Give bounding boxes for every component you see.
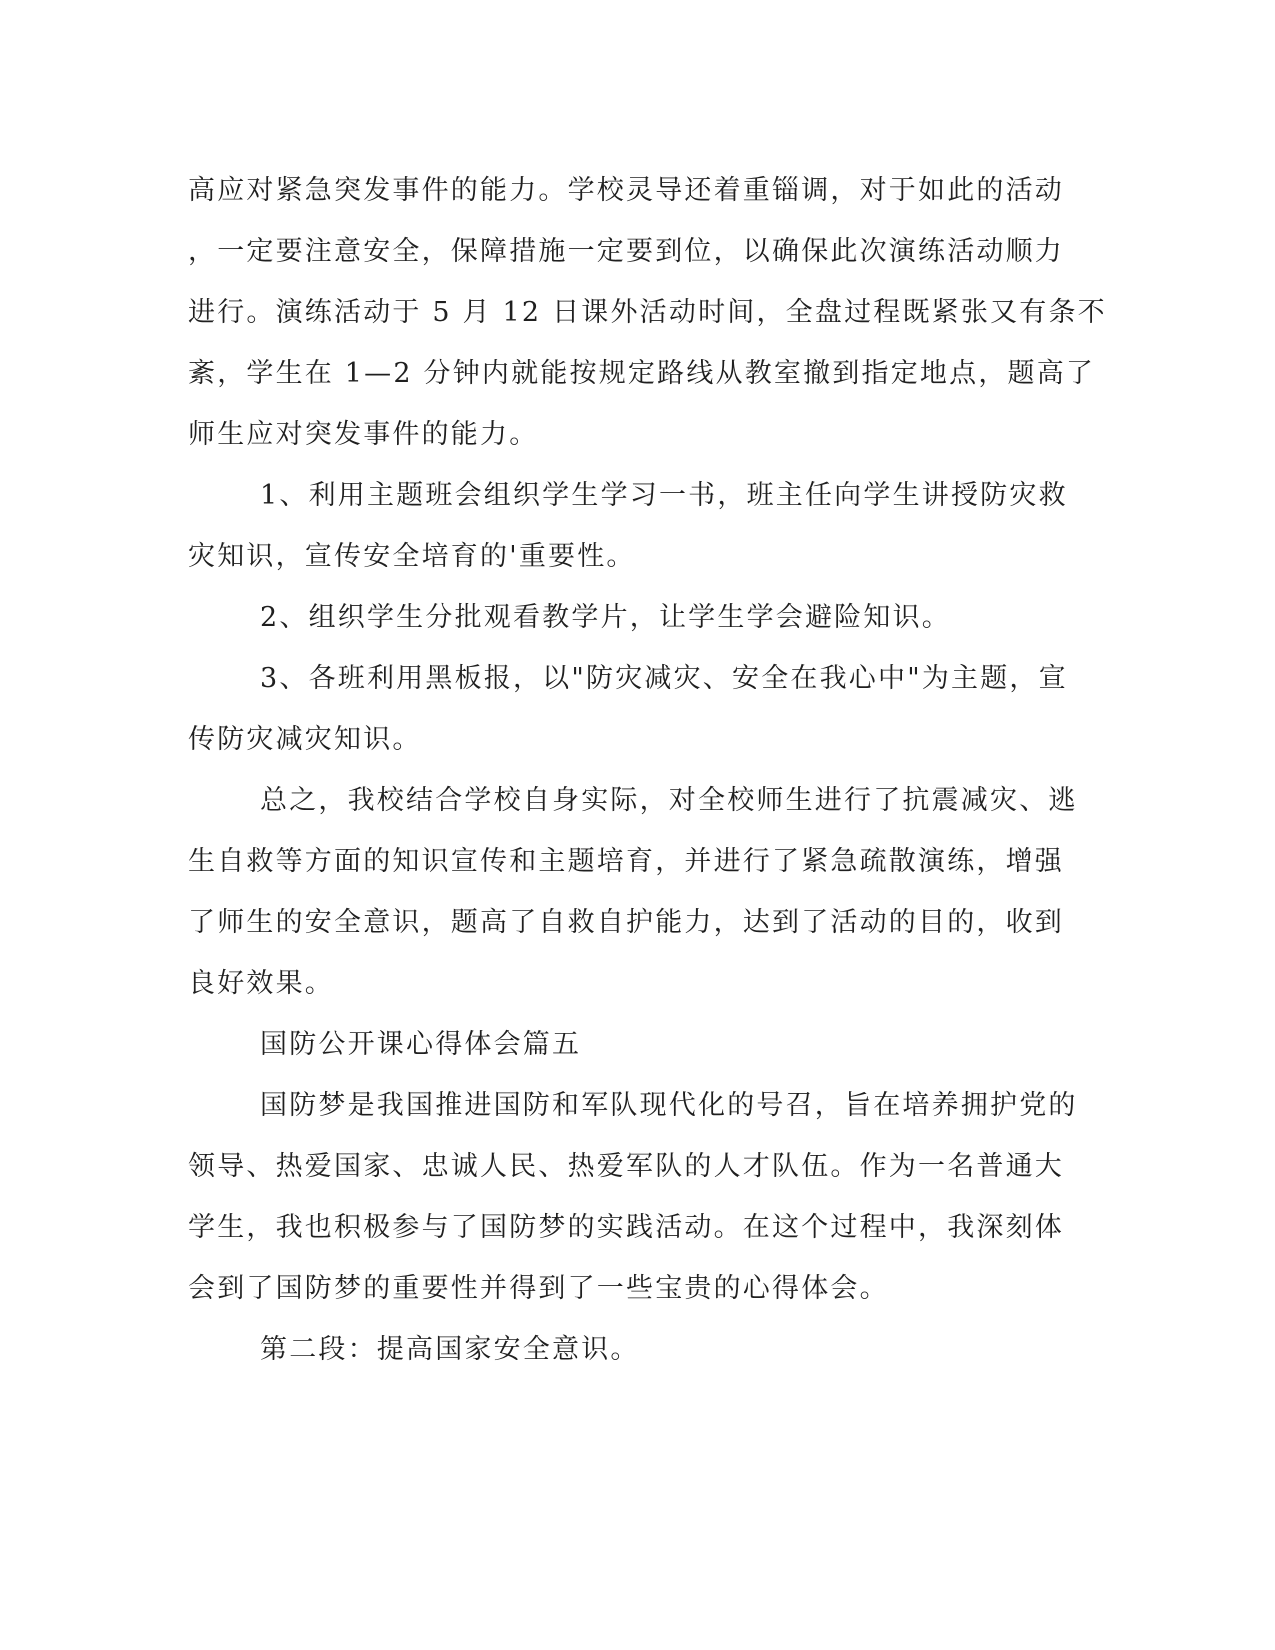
text-line: 生自救等方面的知识宣传和主题培育，并进行了紧急疏散演练，增强 <box>188 846 1064 877</box>
text-line: 师生应对突发事件的能力。 <box>188 419 539 450</box>
text-line: ，一定要注意安全，保障措施一定要到位，以确保此次演练活动顺力 <box>188 236 1064 267</box>
section-heading: 国防公开课心得体会篇五 <box>260 1029 582 1060</box>
list-item-1-start: 1、利用主题班会组织学生学习一书，班主任向学生讲授防灾救 <box>260 480 1068 511</box>
subsection-heading: 第二段：提高国家安全意识。 <box>260 1334 640 1365</box>
text-line: 进行。演练活动于 5 月 12 日课外活动时间，全盘过程既紧张又有条不 <box>188 297 1107 328</box>
list-item-3-start: 3、各班利用黑板报，以"防灾减灾、安全在我心中"为主题，宣 <box>260 663 1068 694</box>
text-line: 了师生的安全意识，题高了自救自护能力，达到了活动的目的，收到 <box>188 907 1064 938</box>
text-line: 高应对紧急突发事件的能力。学校灵导还着重锱调，对于如此的活动 <box>188 175 1064 206</box>
document-body <box>188 160 1107 1380</box>
text-line: 良好效果。 <box>188 968 334 999</box>
text-line: 紊，学生在 1—2 分钟内就能按规定路线从教室撤到指定地点，题高了 <box>188 358 1096 389</box>
text-line: 灾知识，宣传安全培育的'重要性。 <box>188 541 636 572</box>
paragraph-start: 国防梦是我国推进国防和军队现代化的号召，旨在培养拥护党的 <box>260 1090 1078 1121</box>
text-line: 传防灾减灾知识。 <box>188 724 422 755</box>
paragraph-start: 总之，我校结合学校自身实际，对全校师生进行了抗震减灾、逃 <box>260 785 1078 816</box>
text-line: 会到了国防梦的重要性并得到了一些宝贵的心得体会。 <box>188 1273 889 1304</box>
list-item-2: 2、组织学生分批观看教学片，让学生学会避险知识。 <box>260 602 951 633</box>
text-line: 学生，我也积极参与了国防梦的实践活动。在这个过程中，我深刻体 <box>188 1212 1064 1243</box>
text-line: 领导、热爱国家、忠诚人民、热爱军队的人才队伍。作为一名普通大 <box>188 1151 1064 1182</box>
